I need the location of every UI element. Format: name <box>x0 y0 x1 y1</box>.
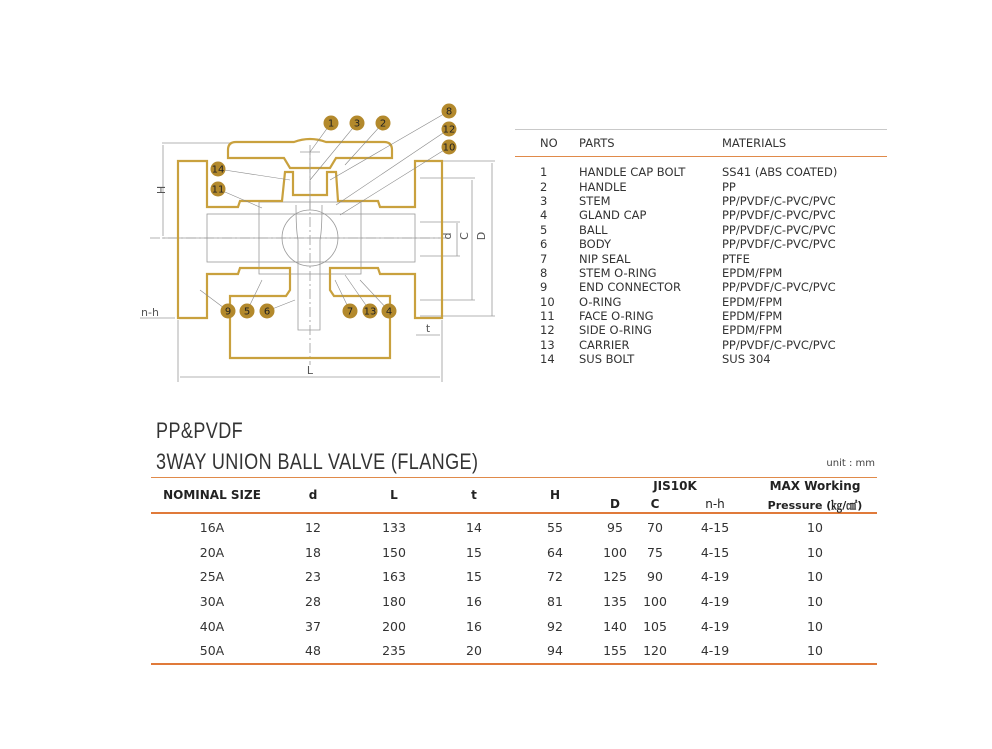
part-no: 8 <box>540 265 548 280</box>
cell-C: 105 <box>643 618 667 634</box>
part-name: SIDE O-RING <box>579 323 652 338</box>
header-pressure: Pressure (㎏/㎠) <box>767 499 863 512</box>
cell-C: 120 <box>643 643 667 659</box>
cell-t: 16 <box>466 618 482 634</box>
cell-H: 72 <box>547 569 563 585</box>
parts-row <box>515 309 887 323</box>
cell-max-pressure: 10 <box>807 569 823 585</box>
cell-t: 15 <box>466 569 482 585</box>
callout-number: 14 <box>211 164 225 176</box>
header-max-working: MAX Working <box>769 479 861 493</box>
spec-row <box>151 638 877 663</box>
spec-row <box>151 564 877 589</box>
cell-n-h: 4-19 <box>700 569 730 585</box>
spec-row <box>151 515 877 540</box>
spec-table-header <box>151 478 877 514</box>
part-material: EPDM/FPM <box>722 309 783 324</box>
callout-badges <box>200 104 457 319</box>
cell-t: 20 <box>466 643 482 659</box>
part-material: PTFE <box>722 251 750 266</box>
part-name: STEM O-RING <box>579 265 657 280</box>
cell-L: 150 <box>382 544 406 560</box>
dimension-spec-table <box>151 477 877 665</box>
cell-C: 70 <box>647 520 663 535</box>
cell-max-pressure: 10 <box>807 594 823 610</box>
parts-row <box>515 194 887 208</box>
dim-C: C <box>458 232 471 240</box>
callout-number: 7 <box>346 306 354 318</box>
leader-line <box>218 169 290 180</box>
header-C: C <box>650 497 660 511</box>
parts-row <box>515 352 887 366</box>
dim-d: d <box>441 232 454 240</box>
header-no: NO <box>540 136 558 150</box>
cell-L: 133 <box>382 520 406 535</box>
parts-row <box>515 223 887 237</box>
header-L: L <box>390 488 398 502</box>
part-name: CARRIER <box>579 337 630 352</box>
part-material: SS41 (ABS COATED) <box>722 165 838 180</box>
part-name: GLAND CAP <box>579 208 647 223</box>
part-no: 1 <box>540 165 548 180</box>
cell-H: 92 <box>547 618 563 634</box>
cell-nominal-size: 30A <box>199 594 225 610</box>
cell-t: 15 <box>466 544 482 560</box>
callout-number: 12 <box>442 124 456 136</box>
part-material: PP/PVDF/C-PVC/PVC <box>722 337 836 352</box>
parts-row <box>515 266 887 280</box>
part-no: 4 <box>540 208 548 223</box>
part-no: 12 <box>540 323 555 338</box>
callout-number: 10 <box>442 142 456 154</box>
cell-nominal-size: 20A <box>199 544 225 560</box>
cell-d: 18 <box>305 544 321 560</box>
header-H: H <box>549 488 561 502</box>
callout-number: 9 <box>224 306 232 318</box>
cell-n-h: 4-15 <box>700 520 730 535</box>
part-no: 13 <box>540 337 555 352</box>
cell-L: 180 <box>382 594 406 610</box>
unit-label: unit : mm <box>826 458 875 469</box>
dim-t: t <box>425 322 431 335</box>
cell-L: 163 <box>382 569 406 585</box>
cell-nominal-size: 16A <box>199 520 225 535</box>
parts-table-header <box>515 130 887 157</box>
dimension-labels <box>141 186 488 377</box>
header-d: d <box>308 488 318 502</box>
part-material: SUS 304 <box>722 352 771 367</box>
part-no: 11 <box>540 309 555 324</box>
part-no: 10 <box>540 294 555 309</box>
part-no: 6 <box>540 237 548 252</box>
cell-n-h: 4-15 <box>700 544 730 560</box>
part-name: HANDLE <box>579 179 627 194</box>
cell-D: 100 <box>603 544 627 560</box>
cell-d: 37 <box>305 618 321 634</box>
cell-nominal-size: 50A <box>199 643 225 659</box>
parts-row <box>515 165 887 179</box>
cell-n-h: 4-19 <box>700 618 730 634</box>
cell-H: 64 <box>547 544 563 560</box>
cell-max-pressure: 10 <box>807 643 823 659</box>
part-name: HANDLE CAP BOLT <box>579 165 686 180</box>
cell-D: 125 <box>603 569 627 585</box>
part-no: 5 <box>540 222 548 237</box>
cell-t: 14 <box>466 520 482 535</box>
cell-nominal-size: 25A <box>199 569 225 585</box>
part-material: EPDM/FPM <box>722 265 783 280</box>
parts-row <box>515 208 887 222</box>
parts-row <box>515 179 887 193</box>
part-no: 3 <box>540 193 548 208</box>
dim-D: D <box>475 231 488 241</box>
cell-d: 12 <box>305 520 321 535</box>
header-parts: PARTS <box>579 136 615 150</box>
callout-number: 5 <box>243 306 251 318</box>
part-no: 9 <box>540 280 548 295</box>
cell-nominal-size: 40A <box>199 618 225 634</box>
spec-rows <box>151 514 877 665</box>
cell-t: 16 <box>466 594 482 610</box>
product-title: 3WAY UNION BALL VALVE (FLANGE) <box>156 449 479 474</box>
header-jis10k: JIS10K <box>653 479 697 493</box>
cell-max-pressure: 10 <box>807 618 823 634</box>
dim-H: H <box>155 185 168 195</box>
spec-row <box>151 614 877 639</box>
cell-max-pressure: 10 <box>807 544 823 560</box>
part-material: PP/PVDF/C-PVC/PVC <box>722 193 836 208</box>
product-material-title: PP&PVDF <box>156 418 244 443</box>
cell-d: 48 <box>305 643 321 659</box>
spec-row <box>151 540 877 565</box>
part-name: FACE O-RING <box>579 309 654 324</box>
part-name: NIP SEAL <box>579 251 631 266</box>
header-nominal-size: NOMINAL SIZE <box>163 488 261 502</box>
spec-row <box>151 589 877 614</box>
cell-L: 235 <box>382 643 406 659</box>
callout-number: 6 <box>263 306 271 318</box>
callout-number: 13 <box>363 306 377 318</box>
cell-n-h: 4-19 <box>700 594 730 610</box>
parts-row <box>515 237 887 251</box>
header-t: t <box>471 488 477 502</box>
part-name: BODY <box>579 237 611 252</box>
cell-H: 94 <box>547 643 563 659</box>
part-no: 7 <box>540 251 548 266</box>
cell-C: 75 <box>647 544 663 560</box>
cell-d: 28 <box>305 594 321 610</box>
cell-D: 155 <box>603 643 627 659</box>
cell-n-h: 4-19 <box>700 643 730 659</box>
callout-number: 4 <box>385 306 393 318</box>
cell-D: 135 <box>603 594 627 610</box>
parts-rows <box>515 157 887 366</box>
part-no: 2 <box>540 179 548 194</box>
cell-d: 23 <box>305 569 321 585</box>
part-name: END CONNECTOR <box>579 280 682 295</box>
part-name: BALL <box>579 222 608 237</box>
valve-cross-section-diagram <box>0 0 520 400</box>
cell-D: 140 <box>603 618 627 634</box>
part-material: PP/PVDF/C-PVC/PVC <box>722 208 836 223</box>
part-name: O-RING <box>579 294 622 309</box>
header-materials: MATERIALS <box>722 136 787 150</box>
cell-L: 200 <box>382 618 406 634</box>
cell-C: 100 <box>643 594 667 610</box>
part-material: EPDM/FPM <box>722 323 783 338</box>
parts-row <box>515 251 887 265</box>
callout-number: 3 <box>353 118 361 130</box>
callout-number: 2 <box>379 118 387 130</box>
parts-row <box>515 280 887 294</box>
cell-H: 81 <box>547 594 563 610</box>
header-n-h: n-h <box>705 497 725 511</box>
cell-C: 90 <box>647 569 663 585</box>
parts-row <box>515 323 887 337</box>
header-D: D <box>610 497 620 511</box>
part-name: SUS BOLT <box>579 352 635 367</box>
parts-materials-table <box>515 129 887 366</box>
part-material: PP/PVDF/C-PVC/PVC <box>722 237 836 252</box>
part-name: STEM <box>579 193 611 208</box>
cell-max-pressure: 10 <box>807 520 823 535</box>
dim-L: L <box>306 364 314 377</box>
part-material: PP/PVDF/C-PVC/PVC <box>722 280 836 295</box>
callout-number: 11 <box>211 184 225 196</box>
callout-number: 1 <box>327 118 335 130</box>
parts-row <box>515 295 887 309</box>
part-material: PP <box>722 179 736 194</box>
parts-row <box>515 338 887 352</box>
callout-number: 8 <box>445 106 453 118</box>
cell-D: 95 <box>607 520 623 535</box>
part-material: PP/PVDF/C-PVC/PVC <box>722 222 836 237</box>
dim-n-h: n-h <box>141 306 159 319</box>
cell-H: 55 <box>547 520 563 535</box>
part-material: EPDM/FPM <box>722 294 783 309</box>
part-no: 14 <box>540 352 555 367</box>
